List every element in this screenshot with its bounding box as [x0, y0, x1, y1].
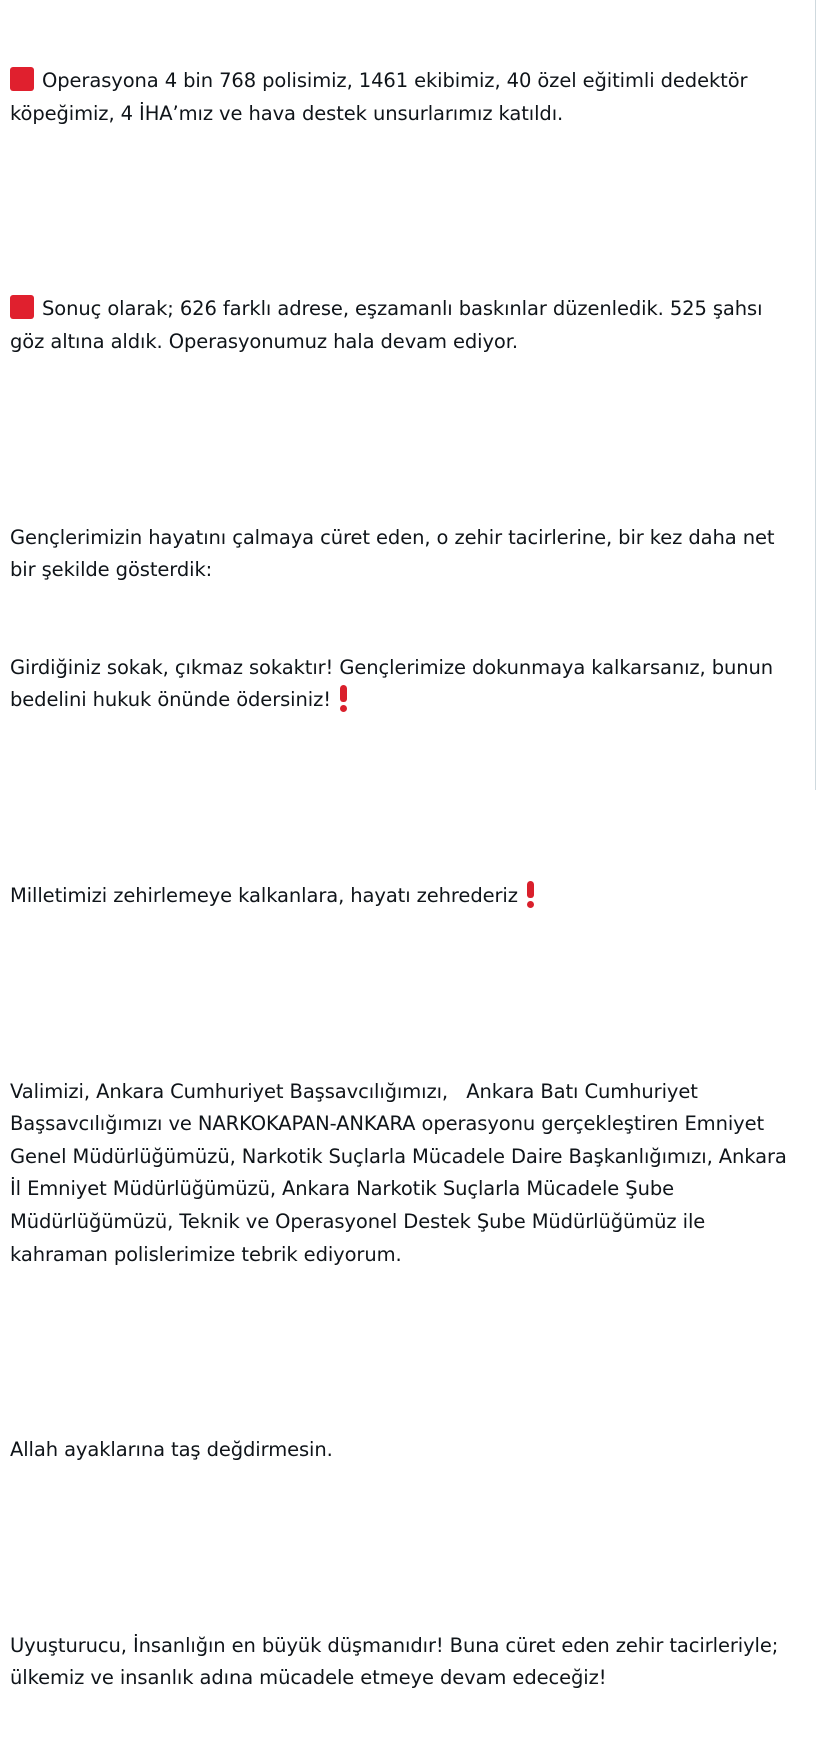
paragraph-text: Allah ayaklarına taş değdirmesin.	[10, 1438, 333, 1462]
post-text	[10, 0, 800, 1760]
paragraph-text: Milletimizi zehirlemeye kalkanlara, hayatı zehrederiz	[10, 884, 518, 908]
paragraph-text: Valimizi, Ankara Cumhuriyet Başsavcılığımızı, Ankara Batı Cumhuriyet Başsavcılığımızı ve NARKOKAPAN-ANKARA operasyonu gerçekleştiren Emniyet Genel Müdürlüğümüzü, Narkotik Suçlarla Mücadele Daire Başkanlığımızı, Ankara İl Emniyet Müdürlüğümüzü, Ankara Narkotik Suçlarla Mücadele Şube Müdürlüğümüzü, Teknik ve Operasyonel Destek Şube Müdürlüğümüz ile kahraman polislerimize tebrik ediyorum.	[10, 1079, 793, 1266]
paragraph-text: Operasyona 4 bin 768 polisimiz, 1461 ekibimiz, 40 özel eğitimli dedektör köpeğimiz, 4 İHA’mız ve hava destek unsurlarımız katıldı.	[10, 69, 754, 125]
paragraph-text: Uyuşturucu, İnsanlığın en büyük düşmanıdır! Buna cüret eden zehir tacirleriyle; ülkemiz ve insanlık adına mücadele etmeye devam edeceğiz!	[10, 1633, 785, 1690]
paragraph-gap	[10, 196, 800, 229]
paragraph-prayer	[10, 1434, 800, 1467]
paragraph-warning	[10, 652, 800, 717]
paragraph-gap	[10, 1336, 800, 1369]
red-square-icon	[10, 295, 34, 319]
paragraph-text: Sonuç olarak; 626 farklı adrese, eşzamanlı baskınlar düzenledik. 525 şahsı göz altına aldık. Operasyonumuz hala devam ediyor.	[10, 297, 769, 353]
paragraph-gap	[10, 424, 800, 457]
red-exclamation-icon	[335, 684, 351, 712]
paragraph-gap	[10, 978, 800, 1011]
paragraph-result	[10, 293, 800, 358]
paragraph-nation	[10, 880, 800, 913]
paragraph-text: Gençlerimizin hayatını çalmaya cüret eden, o zehir tacirlerine, bir kez daha net bir şekilde gösterdik:	[10, 525, 781, 582]
paragraph-participation	[10, 65, 800, 130]
paragraph-closing	[10, 1630, 800, 1695]
paragraph-gap	[10, 1532, 800, 1565]
paragraph-message	[10, 522, 800, 587]
paragraph-gap	[10, 782, 800, 815]
red-exclamation-icon	[522, 880, 538, 908]
red-square-icon	[10, 67, 34, 91]
paragraph-text: Girdiğiniz sokak, çıkmaz sokaktır! Gençlerimize dokunmaya kalkarsanız, bunun bedelini hukuk önünde ödersiniz!	[10, 655, 780, 712]
paragraph-thanks	[10, 1076, 800, 1272]
